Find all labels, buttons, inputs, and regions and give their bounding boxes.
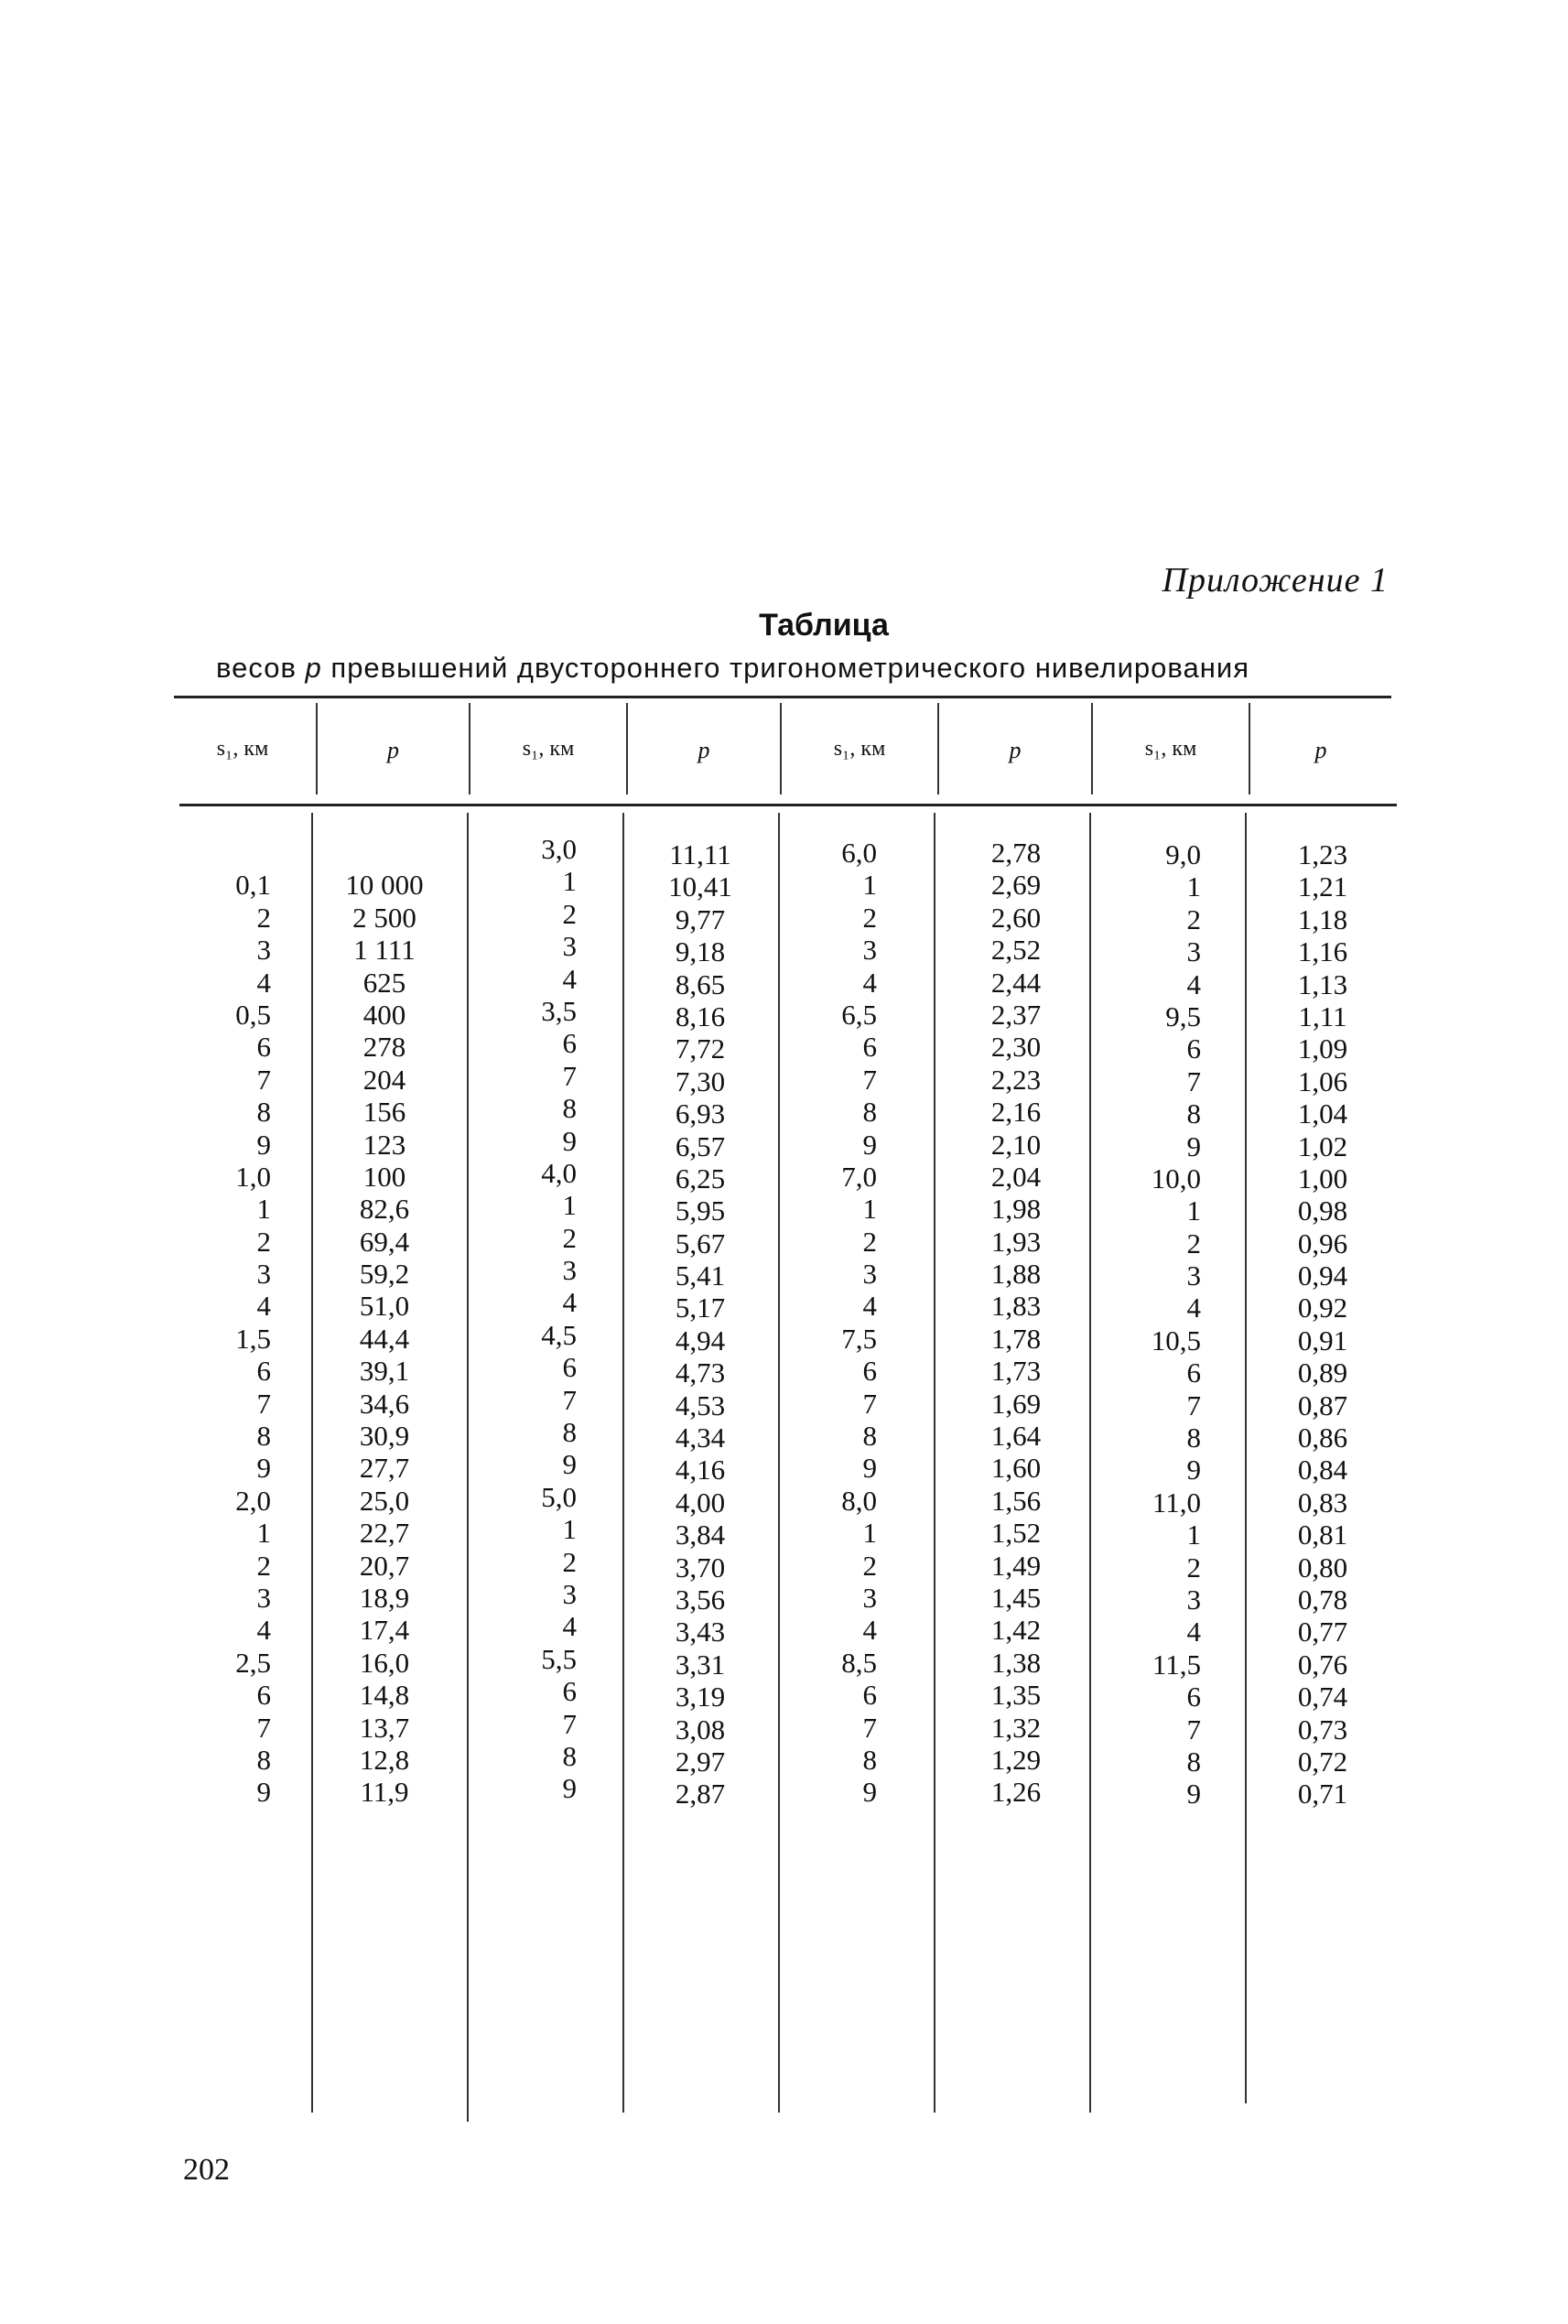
weight-cell: 69,4 xyxy=(359,1225,410,1258)
distance-cell: 6 xyxy=(862,1679,877,1712)
weight-cell: 4,00 xyxy=(675,1486,726,1519)
weight-cell: 0,96 xyxy=(1297,1227,1348,1259)
weight-cell: 14,8 xyxy=(359,1679,410,1712)
weight-cell: 1,56 xyxy=(990,1484,1042,1517)
weight-cell: 0,80 xyxy=(1297,1551,1348,1584)
weight-cell: 17,4 xyxy=(359,1614,410,1647)
weight-cell: 1,29 xyxy=(990,1743,1042,1776)
distance-cell: 2 xyxy=(1186,1551,1201,1584)
weight-cell: 1,64 xyxy=(990,1420,1042,1453)
distance-cell: 2,5 xyxy=(235,1646,271,1679)
weight-cell: 1,38 xyxy=(990,1646,1042,1679)
distance-cell: 4 xyxy=(256,1614,271,1647)
weight-cell: 82,6 xyxy=(359,1193,410,1226)
distance-cell: 6 xyxy=(1186,1357,1201,1389)
column-divider xyxy=(1245,813,1247,2103)
weight-cell: 3,84 xyxy=(675,1519,726,1551)
weight-cell: 1,18 xyxy=(1297,903,1348,935)
distance-cell: 4 xyxy=(1186,967,1201,1000)
column-divider xyxy=(1089,813,1091,2113)
distance-cell: 11,0 xyxy=(1152,1486,1201,1519)
weight-cell: 18,9 xyxy=(359,1581,410,1614)
weight-cell: 12,8 xyxy=(359,1743,410,1776)
distance-cell: 9 xyxy=(562,1124,577,1157)
distance-cell: 0,1 xyxy=(235,869,271,902)
weight-cell: 1,93 xyxy=(990,1225,1042,1258)
distance-cell: 8 xyxy=(256,1420,271,1453)
column-divider xyxy=(467,813,469,2122)
distance-cell: 0,5 xyxy=(235,998,271,1031)
header-s-km: s₁, км xyxy=(833,737,886,761)
distance-cell: 6 xyxy=(562,1027,577,1060)
weight-cell: 0,83 xyxy=(1297,1486,1348,1519)
subtitle-variable: p xyxy=(305,652,322,684)
weight-cell: 4,73 xyxy=(675,1357,726,1389)
weight-cell: 0,87 xyxy=(1297,1389,1348,1421)
weight-cell: 4,34 xyxy=(675,1421,726,1454)
weight-cell: 34,6 xyxy=(359,1387,410,1420)
distance-cell: 1 xyxy=(562,1189,577,1222)
column-divider xyxy=(622,813,624,2113)
distance-cell: 1,0 xyxy=(235,1160,271,1193)
distance-cell: 7 xyxy=(1186,1713,1201,1746)
weight-cell: 0,72 xyxy=(1297,1745,1348,1778)
distance-cell: 4 xyxy=(1186,1616,1201,1648)
distance-cell: 7 xyxy=(862,1711,877,1744)
distance-cell: 7 xyxy=(256,1387,271,1420)
column-divider xyxy=(934,813,935,2113)
weight-cell: 0,76 xyxy=(1297,1648,1348,1681)
weight-cell: 625 xyxy=(362,966,406,999)
distance-cell: 2 xyxy=(862,901,877,934)
distance-cell: 7,5 xyxy=(841,1322,877,1355)
weight-cell: 1,52 xyxy=(990,1517,1042,1550)
weight-cell: 0,94 xyxy=(1297,1259,1348,1292)
weight-cell: 1,09 xyxy=(1297,1032,1348,1065)
distance-cell: 4 xyxy=(562,962,577,995)
distance-cell: 2 xyxy=(562,1545,577,1578)
weight-cell: 6,25 xyxy=(675,1162,726,1194)
weight-cell: 3,70 xyxy=(675,1551,726,1584)
weight-cell: 59,2 xyxy=(359,1258,410,1291)
distance-cell: 3 xyxy=(1186,935,1201,968)
distance-cell: 3 xyxy=(256,1258,271,1291)
distance-cell: 8 xyxy=(1186,1745,1201,1778)
weight-cell: 1,02 xyxy=(1297,1130,1348,1162)
distance-cell: 8 xyxy=(256,1743,271,1776)
weight-cell: 1,16 xyxy=(1297,935,1348,968)
distance-cell: 4 xyxy=(562,1610,577,1643)
weight-cell: 10,41 xyxy=(668,870,732,903)
weight-cell: 2,69 xyxy=(990,869,1042,902)
weight-cell: 8,16 xyxy=(675,1000,726,1032)
weight-cell: 2,04 xyxy=(990,1160,1042,1193)
distance-cell: 2 xyxy=(1186,903,1201,935)
weight-cell: 0,78 xyxy=(1297,1583,1348,1616)
page-number: 202 xyxy=(183,2153,230,2187)
distance-cell: 9 xyxy=(862,1452,877,1485)
column-p-group-2 xyxy=(632,838,769,1811)
header-p: p xyxy=(1314,737,1327,763)
distance-cell: 9,5 xyxy=(1165,1000,1201,1032)
weight-cell xyxy=(320,837,449,869)
weight-cell: 1,45 xyxy=(990,1581,1042,1614)
distance-cell: 7 xyxy=(256,1063,271,1096)
weight-cell: 2,44 xyxy=(990,966,1042,999)
distance-cell: 1 xyxy=(256,1517,271,1550)
column-divider xyxy=(778,813,780,2113)
distance-cell: 2 xyxy=(562,897,577,930)
column-s-group-1 xyxy=(174,837,271,1809)
distance-cell: 4 xyxy=(862,966,877,999)
weight-cell: 1,21 xyxy=(1297,870,1348,903)
distance-cell: 9,0 xyxy=(1165,838,1201,870)
distance-cell: 8 xyxy=(562,1416,577,1449)
distance-cell: 3 xyxy=(862,934,877,967)
distance-cell: 8 xyxy=(256,1096,271,1129)
weight-cell: 30,9 xyxy=(359,1420,410,1453)
column-p-group-1 xyxy=(320,837,449,1809)
weight-cell: 22,7 xyxy=(359,1517,410,1550)
weight-cell: 2,30 xyxy=(990,1031,1042,1064)
weight-cell: 2,37 xyxy=(990,998,1042,1031)
weight-cell: 44,4 xyxy=(359,1322,410,1355)
distance-cell: 2 xyxy=(256,901,271,934)
distance-cell: 5,5 xyxy=(541,1642,577,1675)
distance-cell: 3 xyxy=(1186,1259,1201,1292)
distance-cell: 2 xyxy=(256,1225,271,1258)
weight-cell: 1,60 xyxy=(990,1452,1042,1485)
weight-cell: 3,56 xyxy=(675,1583,726,1616)
weight-cell: 0,77 xyxy=(1297,1616,1348,1648)
weight-cell: 25,0 xyxy=(359,1484,410,1517)
distance-cell: 5,0 xyxy=(541,1480,577,1513)
distance-cell: 6 xyxy=(256,1031,271,1064)
weight-cell: 0,71 xyxy=(1297,1778,1348,1811)
header-p: p xyxy=(387,737,399,763)
distance-cell: 7 xyxy=(862,1387,877,1420)
weight-cell: 0,91 xyxy=(1297,1324,1348,1357)
distance-cell: 3,5 xyxy=(541,994,577,1027)
distance-cell: 9 xyxy=(256,1452,271,1485)
distance-cell: 3 xyxy=(862,1258,877,1291)
distance-cell: 2 xyxy=(1186,1227,1201,1259)
distance-cell: 8 xyxy=(862,1096,877,1129)
weight-cell: 51,0 xyxy=(359,1290,410,1323)
distance-cell: 6 xyxy=(562,1351,577,1384)
distance-cell: 8,0 xyxy=(841,1484,877,1517)
header-p: p xyxy=(697,737,710,763)
weight-cell: 1,83 xyxy=(990,1290,1042,1323)
distance-cell: 6,0 xyxy=(841,837,877,869)
distance-cell: 2,0 xyxy=(235,1484,271,1517)
weight-cell: 7,72 xyxy=(675,1032,726,1065)
distance-cell: 1 xyxy=(1186,1194,1201,1227)
column-p-group-3 xyxy=(943,837,1089,1809)
weight-cell: 9,77 xyxy=(675,903,726,935)
weight-cell: 5,67 xyxy=(675,1227,726,1259)
weight-cell: 123 xyxy=(362,1128,406,1161)
distance-cell: 7 xyxy=(862,1063,877,1096)
weight-cell: 400 xyxy=(362,998,406,1031)
weight-cell: 2 500 xyxy=(352,901,416,934)
weight-cell: 2,10 xyxy=(990,1128,1042,1161)
table-header-rule xyxy=(179,804,1397,806)
table-title: Таблица xyxy=(759,608,889,643)
weight-cell: 4,53 xyxy=(675,1389,726,1421)
weight-cell: 3,19 xyxy=(675,1681,726,1713)
column-divider xyxy=(311,813,313,2113)
distance-cell: 9 xyxy=(562,1448,577,1481)
distance-cell: 1,5 xyxy=(235,1322,271,1355)
weight-cell: 1,04 xyxy=(1297,1097,1348,1130)
weight-cell: 6,93 xyxy=(675,1097,726,1130)
column-s-group-4 xyxy=(1098,838,1201,1811)
distance-cell: 7 xyxy=(1186,1065,1201,1097)
distance-cell: 8 xyxy=(562,1092,577,1125)
weight-cell: 13,7 xyxy=(359,1711,410,1744)
distance-cell: 6 xyxy=(562,1675,577,1708)
distance-cell: 1 xyxy=(1186,870,1201,903)
weight-cell: 1,73 xyxy=(990,1355,1042,1388)
weight-cell: 1 111 xyxy=(353,934,416,967)
distance-cell: 2 xyxy=(562,1221,577,1254)
weight-cell: 0,86 xyxy=(1297,1421,1348,1454)
weight-cell: 7,30 xyxy=(675,1065,726,1097)
distance-cell: 3 xyxy=(562,1577,577,1610)
weight-cell: 2,16 xyxy=(990,1096,1042,1129)
distance-cell: 2 xyxy=(862,1225,877,1258)
distance-cell: 9 xyxy=(862,1128,877,1161)
distance-cell: 4 xyxy=(862,1290,877,1323)
weight-cell: 156 xyxy=(362,1096,406,1129)
weight-cell: 2,23 xyxy=(990,1063,1042,1096)
weight-cell: 2,60 xyxy=(990,901,1042,934)
distance-cell: 4 xyxy=(256,966,271,999)
weight-cell: 100 xyxy=(362,1160,406,1193)
weight-cell: 204 xyxy=(362,1063,406,1096)
weight-cell: 1,42 xyxy=(990,1614,1042,1647)
weight-cell: 1,49 xyxy=(990,1549,1042,1582)
distance-cell: 6 xyxy=(1186,1681,1201,1713)
weight-cell: 3,43 xyxy=(675,1616,726,1648)
weight-cell: 4,94 xyxy=(675,1324,726,1357)
distance-cell: 7 xyxy=(256,1711,271,1744)
weight-cell: 1,23 xyxy=(1297,838,1348,870)
distance-cell: 7 xyxy=(562,1707,577,1740)
distance-cell: 3 xyxy=(562,1254,577,1287)
distance-cell: 4,0 xyxy=(541,1156,577,1189)
distance-cell: 1 xyxy=(562,865,577,898)
distance-cell: 1 xyxy=(562,1513,577,1546)
distance-cell: 4 xyxy=(862,1614,877,1647)
column-s-group-2 xyxy=(476,833,577,1805)
weight-cell: 11,11 xyxy=(669,838,731,870)
weight-cell: 1,13 xyxy=(1297,967,1348,1000)
weight-cell: 2,97 xyxy=(675,1745,726,1778)
weight-cell: 8,65 xyxy=(675,967,726,1000)
weight-cell: 2,78 xyxy=(990,837,1042,869)
weight-cell: 27,7 xyxy=(359,1452,410,1485)
weight-cell: 39,1 xyxy=(359,1355,410,1388)
header-s-km: s₁, км xyxy=(522,737,575,761)
distance-cell: 2 xyxy=(256,1549,271,1582)
weight-cell: 0,81 xyxy=(1297,1519,1348,1551)
distance-cell: 9 xyxy=(256,1776,271,1809)
weight-cell: 0,74 xyxy=(1297,1681,1348,1713)
weight-cell: 0,98 xyxy=(1297,1194,1348,1227)
subtitle-after: превышений двустороннего тригонометрического нивелирования xyxy=(321,652,1249,684)
weight-cell: 278 xyxy=(362,1031,406,1064)
distance-cell: 9 xyxy=(1186,1454,1201,1486)
distance-cell: 8 xyxy=(1186,1097,1201,1130)
distance-cell: 6 xyxy=(862,1031,877,1064)
weight-cell: 1,88 xyxy=(990,1258,1042,1291)
distance-cell: 9 xyxy=(256,1128,271,1161)
weight-cell: 0,73 xyxy=(1297,1713,1348,1746)
table-subtitle xyxy=(216,652,1379,685)
weight-cell: 2,52 xyxy=(990,934,1042,967)
distance-cell: 6 xyxy=(256,1679,271,1712)
weight-cell: 1,00 xyxy=(1297,1162,1348,1194)
subtitle-before: весов xyxy=(216,652,306,684)
distance-cell: 1 xyxy=(1186,1519,1201,1551)
weight-cell: 0,92 xyxy=(1297,1292,1348,1324)
distance-cell: 8 xyxy=(562,1739,577,1772)
distance-cell: 4 xyxy=(1186,1292,1201,1324)
distance-cell: 6 xyxy=(862,1355,877,1388)
table-top-rule xyxy=(174,696,1391,698)
distance-cell: 1 xyxy=(256,1193,271,1226)
distance-cell: 3 xyxy=(256,934,271,967)
distance-cell: 4 xyxy=(562,1286,577,1319)
weight-cell: 5,17 xyxy=(675,1292,726,1324)
distance-cell: 8 xyxy=(1186,1421,1201,1454)
distance-cell: 8 xyxy=(862,1743,877,1776)
header-p: p xyxy=(1009,737,1022,763)
header-s-km: s₁, км xyxy=(1144,737,1197,761)
header-s-km: s₁, км xyxy=(216,737,269,761)
weight-cell: 11,9 xyxy=(360,1776,409,1809)
distance-cell: 10,5 xyxy=(1151,1324,1201,1357)
distance-cell: 8 xyxy=(862,1420,877,1453)
weight-cell: 1,98 xyxy=(990,1193,1042,1226)
weight-cell: 1,32 xyxy=(990,1711,1042,1744)
distance-cell: 3 xyxy=(1186,1583,1201,1616)
distance-cell: 1 xyxy=(862,869,877,902)
distance-cell: 1 xyxy=(862,1193,877,1226)
weight-cell: 0,89 xyxy=(1297,1357,1348,1389)
weight-cell: 1,69 xyxy=(990,1387,1042,1420)
weight-cell: 4,16 xyxy=(675,1454,726,1486)
weight-cell: 1,06 xyxy=(1297,1065,1348,1097)
distance-cell: 3 xyxy=(256,1581,271,1614)
appendix-label: Приложение 1 xyxy=(1162,561,1389,600)
weight-cell: 1,26 xyxy=(990,1776,1042,1809)
weight-cell: 3,31 xyxy=(675,1648,726,1681)
weight-cell: 20,7 xyxy=(359,1549,410,1582)
distance-cell: 6 xyxy=(256,1355,271,1388)
distance-cell: 7 xyxy=(1186,1389,1201,1421)
weight-cell: 16,0 xyxy=(359,1646,410,1679)
distance-cell: 11,5 xyxy=(1152,1648,1201,1681)
distance-cell: 3 xyxy=(862,1581,877,1614)
distance-cell: 6,5 xyxy=(841,998,877,1031)
distance-cell: 2 xyxy=(862,1549,877,1582)
distance-cell: 10,0 xyxy=(1151,1162,1201,1194)
weight-cell: 6,57 xyxy=(675,1130,726,1162)
distance-cell: 7 xyxy=(562,1383,577,1416)
distance-cell: 4,5 xyxy=(541,1318,577,1351)
weight-cell: 1,78 xyxy=(990,1322,1042,1355)
distance-cell xyxy=(174,837,271,869)
distance-cell: 4 xyxy=(256,1290,271,1323)
distance-cell: 9 xyxy=(1186,1778,1201,1811)
distance-cell: 7 xyxy=(562,1059,577,1092)
distance-cell: 7,0 xyxy=(841,1160,877,1193)
distance-cell: 1 xyxy=(862,1517,877,1550)
weight-cell: 5,41 xyxy=(675,1259,726,1292)
weight-cell: 10 000 xyxy=(345,869,424,902)
weight-cell: 1,35 xyxy=(990,1679,1042,1712)
distance-cell: 6 xyxy=(1186,1032,1201,1065)
column-p-group-4 xyxy=(1254,838,1391,1811)
distance-cell: 9 xyxy=(862,1776,877,1809)
weight-cell: 2,87 xyxy=(675,1778,726,1811)
distance-cell: 9 xyxy=(562,1772,577,1805)
distance-cell: 3,0 xyxy=(541,833,577,865)
weight-cell: 3,08 xyxy=(675,1713,726,1746)
distance-cell: 8,5 xyxy=(841,1646,877,1679)
weight-cell: 5,95 xyxy=(675,1194,726,1227)
column-s-group-3 xyxy=(787,837,877,1809)
weight-cell: 0,84 xyxy=(1297,1454,1348,1486)
distance-cell: 9 xyxy=(1186,1130,1201,1162)
weight-cell: 9,18 xyxy=(675,935,726,968)
weight-cell: 1,11 xyxy=(1298,1000,1347,1032)
distance-cell: 3 xyxy=(562,930,577,963)
